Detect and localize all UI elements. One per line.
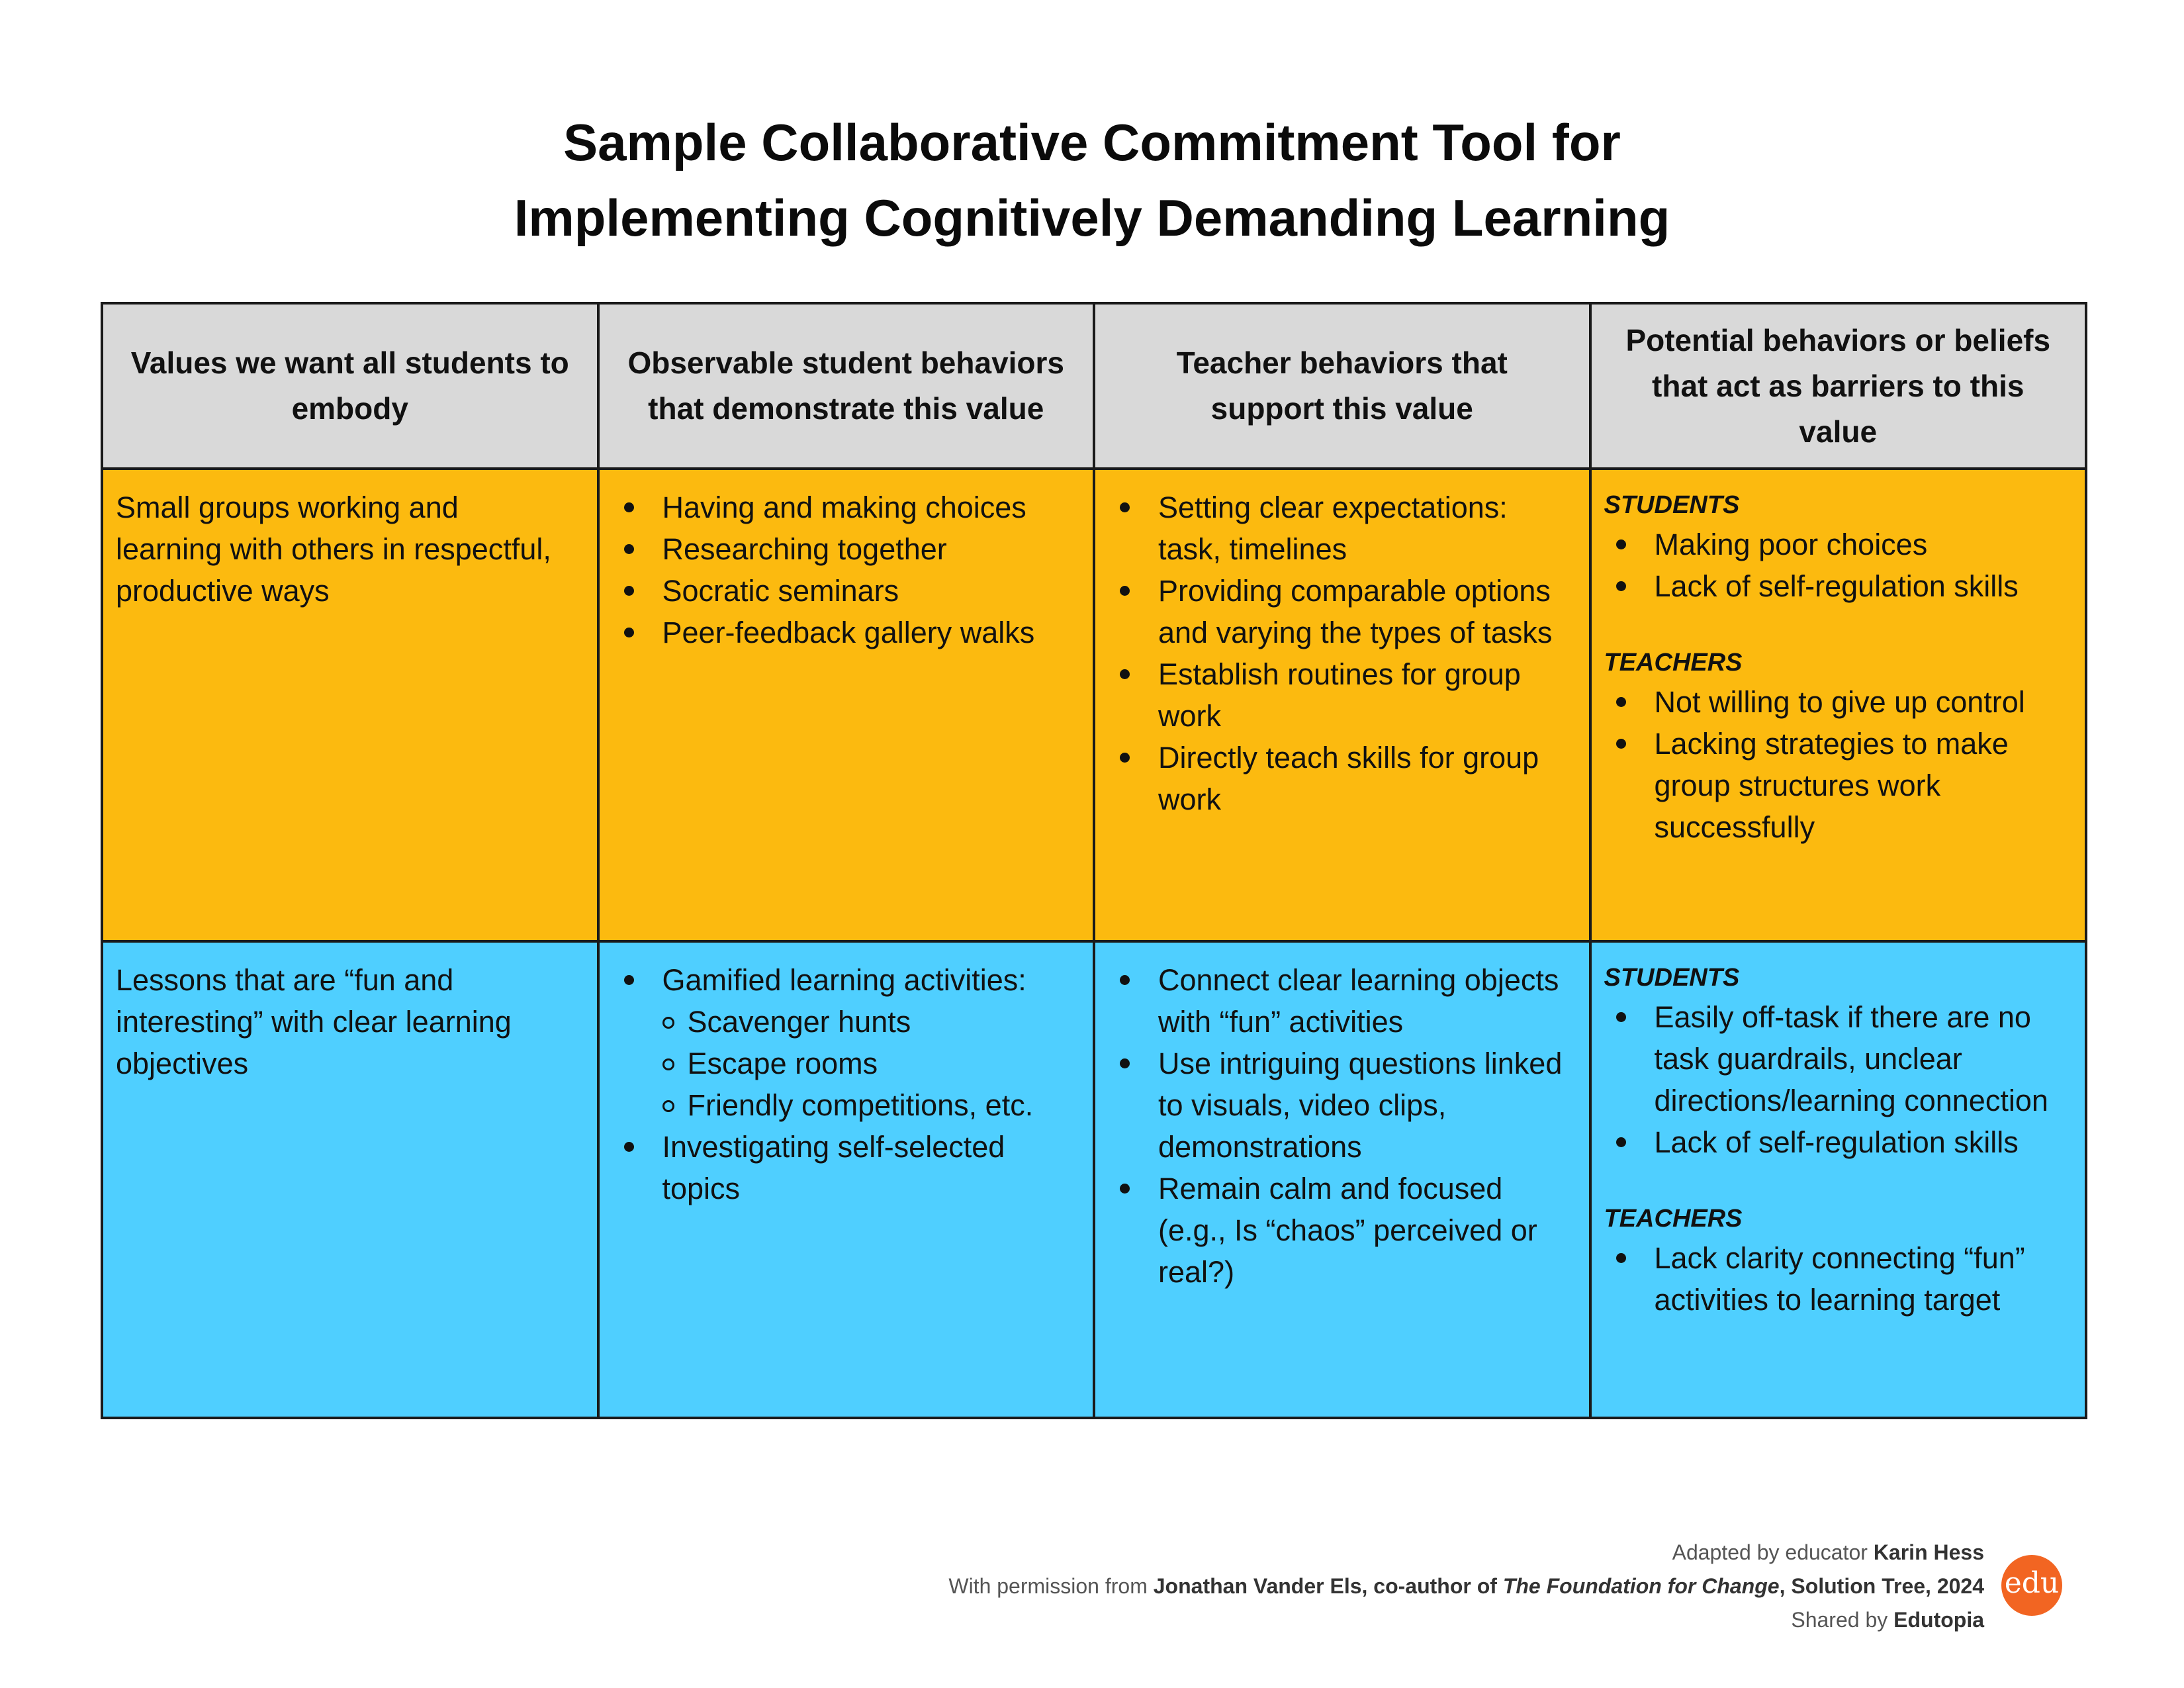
footer-text: Shared by bbox=[1791, 1608, 1894, 1632]
list-item: Easily off-task if there are no task guardrails, unclear directions/learning connection bbox=[1604, 996, 2073, 1121]
value-text: Small groups working and learning with others in respectful, productive ways bbox=[116, 491, 551, 608]
value-cell bbox=[102, 469, 598, 941]
teacher-barriers-list bbox=[1604, 681, 2073, 848]
barriers-cell bbox=[1590, 469, 2087, 941]
list-item: Establish routines for group work bbox=[1108, 653, 1576, 737]
teacher-behaviors-list bbox=[1108, 959, 1576, 1293]
header-teacher-behaviors: Teacher behaviors that support this value bbox=[1094, 303, 1590, 469]
list-item-label: Gamified learning activities: bbox=[662, 963, 1026, 997]
student-behaviors-list bbox=[612, 959, 1081, 1209]
student-behaviors-cell bbox=[598, 469, 1095, 941]
list-item: Connect clear learning objects with “fun” activities bbox=[1108, 959, 1576, 1043]
page-title bbox=[0, 105, 2184, 256]
value-text: Lessons that are “fun and interesting” with clear learning objectives bbox=[116, 963, 512, 1080]
list-item: Not willing to give up control bbox=[1604, 681, 2073, 723]
footer-line-3 bbox=[948, 1603, 1984, 1637]
list-item: Peer-feedback gallery walks bbox=[612, 612, 1081, 653]
sub-list bbox=[662, 1001, 1081, 1126]
value-cell bbox=[102, 941, 598, 1418]
header-barriers: Potential behaviors or beliefs that act as barriers to this value bbox=[1590, 303, 2087, 469]
student-behaviors-list bbox=[612, 487, 1081, 653]
teachers-label: TEACHERS bbox=[1604, 649, 1743, 677]
footer-text: Adapted by educator bbox=[1672, 1540, 1874, 1564]
footer-line-1 bbox=[948, 1536, 1984, 1570]
header-values: Values we want all students to embody bbox=[102, 303, 598, 469]
list-item: Setting clear expectations: task, timelines bbox=[1108, 487, 1576, 570]
teachers-label: TEACHERS bbox=[1604, 1205, 1743, 1233]
list-item: Lacking strategies to make group structures work successfully bbox=[1604, 723, 2073, 848]
edutopia-logo: edu bbox=[2001, 1555, 2062, 1616]
footer-line-2 bbox=[948, 1570, 1984, 1603]
barriers-cell bbox=[1590, 941, 2087, 1418]
commitment-table bbox=[101, 302, 2087, 1419]
list-item: Lack of self-regulation skills bbox=[1604, 565, 2073, 607]
students-label: STUDENTS bbox=[1604, 964, 1740, 992]
list-item bbox=[612, 959, 1081, 1126]
student-barriers-list bbox=[1604, 524, 2073, 607]
teacher-barriers-list bbox=[1604, 1237, 2073, 1321]
student-barriers-list bbox=[1604, 996, 2073, 1163]
table-row bbox=[102, 941, 2086, 1418]
title-line-2: Implementing Cognitively Demanding Learning bbox=[514, 189, 1670, 247]
teacher-behaviors-cell bbox=[1094, 469, 1590, 941]
list-item: Lack of self-regulation skills bbox=[1604, 1121, 2073, 1163]
students-label: STUDENTS bbox=[1604, 491, 1740, 519]
list-item: Investigating self-selected topics bbox=[612, 1126, 1081, 1209]
sub-list-item: Escape rooms bbox=[662, 1043, 1081, 1084]
list-item: Having and making choices bbox=[612, 487, 1081, 528]
teacher-behaviors-cell bbox=[1094, 941, 1590, 1418]
list-item: Making poor choices bbox=[1604, 524, 2073, 565]
list-item: Researching together bbox=[612, 528, 1081, 570]
sub-list-item: Scavenger hunts bbox=[662, 1001, 1081, 1043]
header-row bbox=[102, 303, 2086, 469]
list-item: Lack clarity connecting “fun” activities to learning target bbox=[1604, 1237, 2073, 1321]
list-item: Directly teach skills for group work bbox=[1108, 737, 1576, 820]
sub-list-item: Friendly competitions, etc. bbox=[662, 1084, 1081, 1126]
teacher-behaviors-list bbox=[1108, 487, 1576, 820]
footer-book-title: The Foundation for Change bbox=[1502, 1574, 1780, 1598]
list-item: Use intriguing questions linked to visuals, video clips, demonstrations bbox=[1108, 1043, 1576, 1168]
footer-name: Edutopia bbox=[1893, 1608, 1984, 1632]
list-item: Remain calm and focused (e.g., Is “chaos” perceived or real?) bbox=[1108, 1168, 1576, 1293]
attribution-footer bbox=[948, 1536, 1984, 1637]
title-line-1: Sample Collaborative Commitment Tool for bbox=[563, 113, 1621, 171]
table-row bbox=[102, 469, 2086, 941]
list-item: Providing comparable options and varying the types of tasks bbox=[1108, 570, 1576, 653]
header-student-behaviors: Observable student behaviors that demonstrate this value bbox=[598, 303, 1095, 469]
list-item: Socratic seminars bbox=[612, 570, 1081, 612]
footer-text: With permission from bbox=[948, 1574, 1154, 1598]
student-behaviors-cell bbox=[598, 941, 1095, 1418]
footer-name: Karin Hess bbox=[1873, 1540, 1984, 1564]
footer-publisher: , Solution Tree, 2024 bbox=[1779, 1574, 1984, 1598]
footer-author: Jonathan Vander Els, co-author of bbox=[1153, 1574, 1503, 1598]
